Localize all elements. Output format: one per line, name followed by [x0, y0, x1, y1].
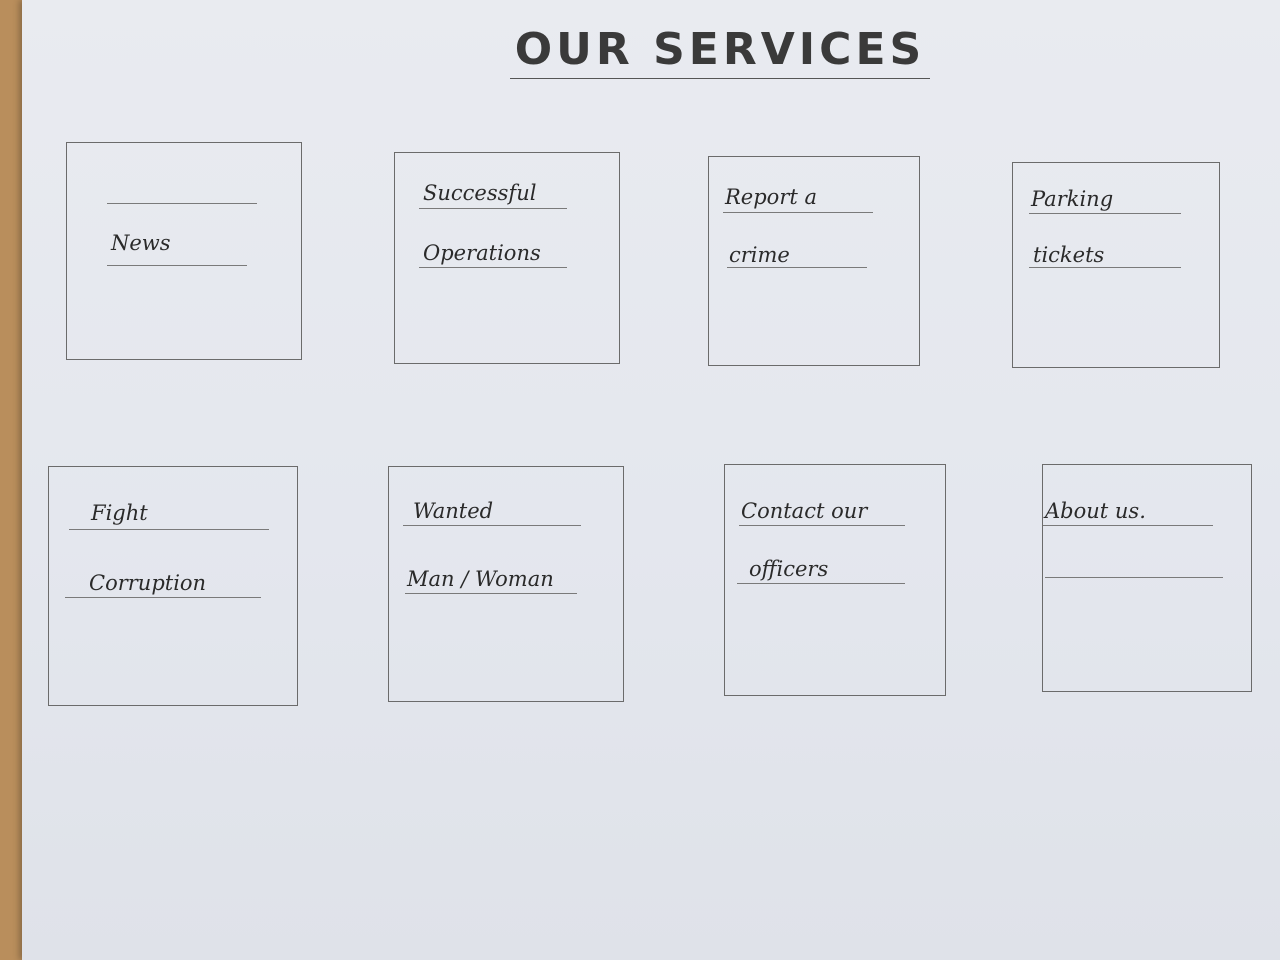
- card-label-line2: Man / Woman: [407, 567, 554, 591]
- card-line-bottom: [1029, 267, 1181, 268]
- card-label-line2: crime: [729, 243, 790, 267]
- card-line-bottom: [405, 593, 577, 594]
- card-line-bottom: [737, 583, 905, 584]
- card-label-line2: tickets: [1033, 243, 1105, 267]
- service-card-wanted-man-woman[interactable]: [388, 466, 624, 702]
- card-line-top: [739, 525, 905, 526]
- card-label-line1: Wanted: [413, 499, 494, 523]
- card-line-top: [723, 212, 873, 213]
- card-line-bottom: [107, 265, 247, 266]
- card-line-top: [419, 208, 567, 209]
- card-line-top: [1043, 525, 1213, 526]
- service-card-successful-operations[interactable]: [394, 152, 620, 364]
- card-line-top: [403, 525, 581, 526]
- page-title: OUR SERVICES: [510, 26, 930, 79]
- card-label-line2: Corruption: [89, 571, 207, 595]
- card-label-line1: Parking: [1031, 187, 1114, 211]
- service-card-about-us[interactable]: [1042, 464, 1252, 692]
- card-label-line1: Report a: [725, 185, 817, 209]
- card-label-line2: Operations: [423, 241, 541, 265]
- service-card-news[interactable]: [66, 142, 302, 360]
- card-line-bottom: [65, 597, 261, 598]
- card-label-line2: News: [111, 231, 171, 255]
- service-card-contact-our-officers[interactable]: [724, 464, 946, 696]
- card-label-line1: About us.: [1045, 499, 1146, 523]
- service-card-fight-corruption[interactable]: [48, 466, 298, 706]
- card-label-line1: Successful: [423, 181, 537, 205]
- card-line-bottom: [1045, 577, 1223, 578]
- card-line-bottom: [727, 267, 867, 268]
- sketch-page: [22, 0, 1280, 960]
- card-label-line2: officers: [749, 557, 829, 581]
- card-line-top: [107, 203, 257, 204]
- card-line-top: [1029, 213, 1181, 214]
- card-line-bottom: [419, 267, 567, 268]
- service-card-report-a-crime[interactable]: [708, 156, 920, 366]
- card-label-line1: Fight: [91, 501, 148, 525]
- card-line-top: [69, 529, 269, 530]
- card-label-line1: Contact our: [741, 499, 868, 523]
- service-card-parking-tickets[interactable]: [1012, 162, 1220, 368]
